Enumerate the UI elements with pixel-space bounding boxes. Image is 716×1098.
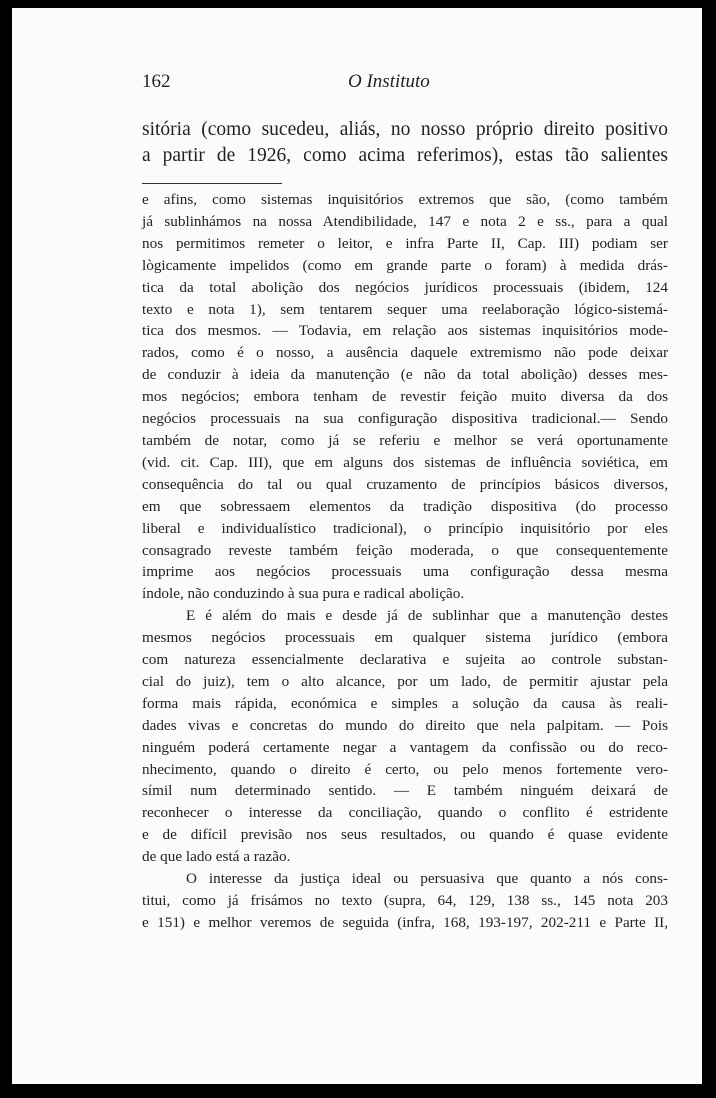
note-line: com natureza essencialmente declarativa e sujeita ao controle substan- [142, 651, 668, 669]
note-line: e de difícil previsão nos seus resultados, ou quando é quase evidente [142, 826, 668, 844]
text-line: a partir de 1926, como acima referimos), estas tão salientes [142, 145, 668, 166]
note-line: texto e nota 1), sem tentarem sequer uma reelaboração lógico-sistemá- [142, 300, 668, 318]
note-line: mos negócios; embora tenham de revestir feição muito diversa da dos [142, 388, 668, 406]
note-line: reconhecer o interesse da conciliação, quando o conflito é estridente [142, 804, 668, 822]
note-line: nhecimento, quando o direito é certo, ou pelo menos fortemente vero- [142, 760, 668, 778]
note-line: consequência do tal ou qual cruzamento de princípios básicos diversos, [142, 475, 668, 493]
note-line: (vid. cit. Cap. III), que em alguns dos sistemas de influência soviética, em [142, 453, 668, 471]
note-line: cial do juiz), tem o alto alcance, por um lado, de permitir ajustar pela [142, 672, 668, 690]
note-line: lògicamente impelidos (como em grande parte o foram) à medida drás- [142, 256, 668, 274]
note-line: tica da total abolição dos negócios jurídicos processuais (ibidem, 124 [142, 278, 668, 296]
note-line: imprime aos negócios processuais uma configuração dessa mesma [142, 563, 668, 581]
note-line: E é além do mais e desde já de sublinhar que a manutenção destes [186, 607, 668, 625]
note-line: negócios processuais na sua configuração dispositiva tradicional.— Sendo [142, 410, 668, 428]
note-line: nos permitimos remeter o leitor, e infra Parte II, Cap. III) podiam ser [142, 234, 668, 252]
footnote-text [142, 189, 668, 934]
note-line: de conduzir à ideia da manutenção (e não da total abolição) desses mes- [142, 366, 668, 384]
note-line: já sublinhámos na nossa Atendibilidade, 147 e nota 2 e ss., para a qual [142, 212, 668, 230]
page-number: 162 [142, 71, 171, 92]
note-line: também de notar, como já se referiu e melhor se verá oportunamente [142, 431, 668, 449]
note-line: consagrado reveste também feição moderada, o que consequentemente [142, 541, 668, 559]
note-line: titui, como já frisámos no texto (supra, 64, 129, 138 ss., 145 nota 203 [142, 892, 668, 909]
note-line: símil num determinado sentido. — E também ninguém deixará de [142, 782, 668, 800]
main-text [142, 117, 668, 169]
note-line: O interesse da justiça ideal ou persuasiva que quanto a nós cons- [186, 870, 668, 888]
document-page [12, 8, 702, 1084]
note-line: de que lado está a razão. [142, 848, 291, 866]
note-line: rados, como é o nosso, a ausência daquele extremismo não pode deixar [142, 344, 668, 362]
note-line: liberal e individualístico tradicional), o princípio inquisitório por eles [142, 519, 668, 537]
text-line: sitória (como sucedeu, aliás, no nosso próprio direito positivo [142, 119, 668, 140]
footnote-rule [142, 183, 282, 184]
running-title: O Instituto [348, 71, 430, 92]
note-line: dades vivas e concretas do mundo do direito que nela palpitam. — Pois [142, 716, 668, 734]
note-line: tica dos mesmos. — Todavia, em relação aos sistemas inquisitórios mode- [142, 322, 668, 340]
note-line: mesmos negócios processuais em qualquer sistema jurídico (embora [142, 629, 668, 647]
note-line: índole, não conduzindo à sua pura e radical abolição. [142, 585, 465, 603]
note-line: em que sobressaem elementos da tradição dispositiva (do processo [142, 497, 668, 515]
note-line: e afins, como sistemas inquisitórios extremos que são, (como também [142, 191, 668, 208]
note-line: e 151) e melhor veremos de seguida (infra, 168, 193-197, 202-211 e Parte II, [142, 913, 668, 931]
note-line: ninguém poderá certamente negar a vantagem da confissão ou do reco- [142, 738, 668, 756]
note-line: forma mais rápida, económica e simples a solução da causa às reali- [142, 694, 668, 712]
